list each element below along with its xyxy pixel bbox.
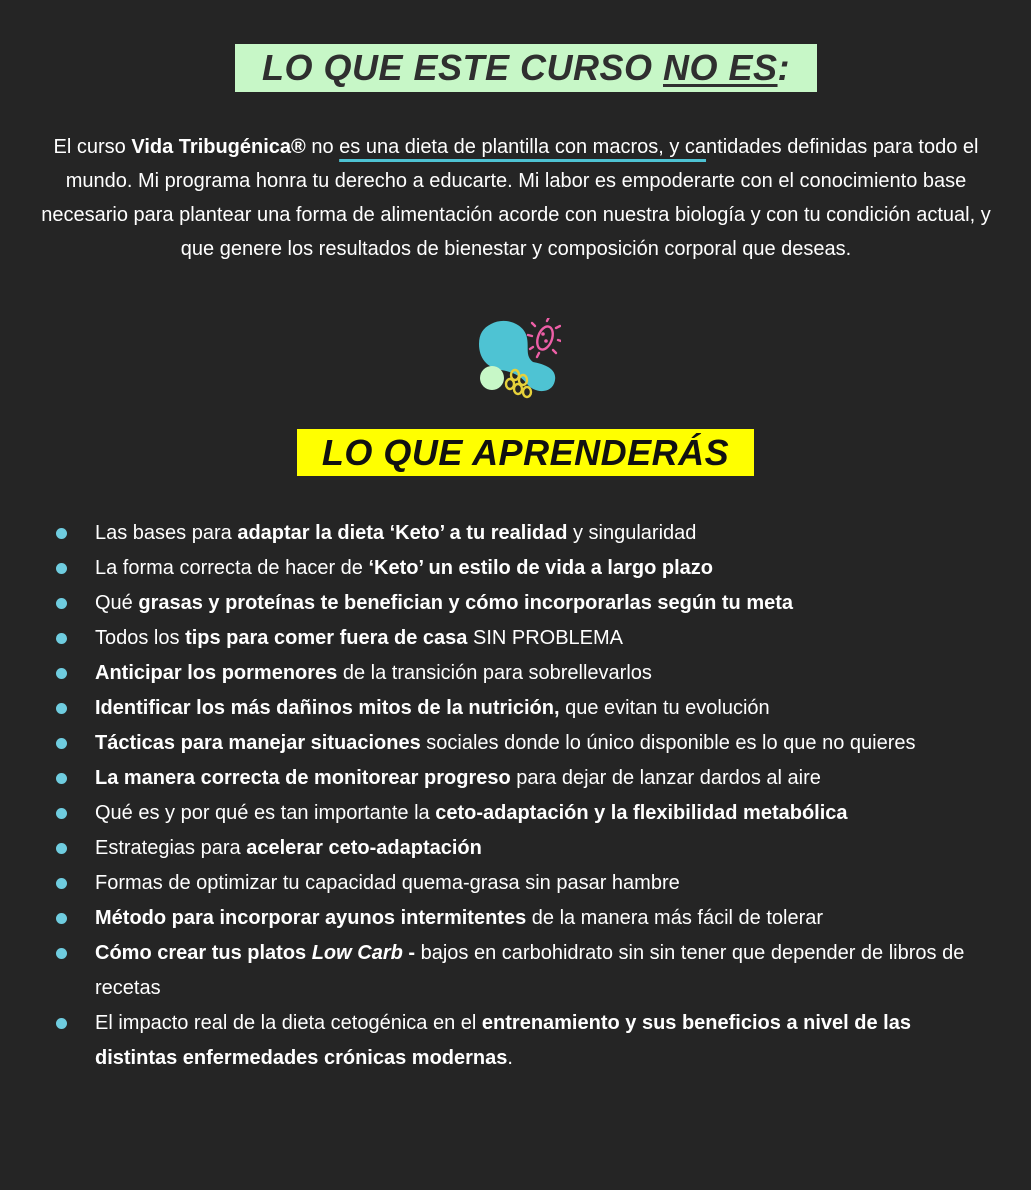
title-text: LO QUE ESTE CURSO — [261, 47, 663, 88]
bullet-icon — [56, 703, 67, 714]
intro-highlight: es una dieta de plantilla con macros, y ca — [339, 136, 707, 158]
list-item: Las bases para adaptar la dieta ‘Keto’ a tu realidad y singularidad — [52, 516, 992, 551]
bullet-icon — [56, 913, 67, 924]
list-item: Estrategias para acelerar ceto-adaptación — [52, 831, 992, 866]
list-item: Formas de optimizar tu capacidad quema-grasa sin pasar hambre — [52, 866, 992, 901]
bullet-icon — [56, 563, 67, 574]
list-item: Anticipar los pormenores de la transición para sobrellevarlos — [52, 656, 992, 691]
list-item: Tácticas para manejar situaciones sociales donde lo único disponible es lo que no quieres — [52, 726, 992, 761]
list-item: Identificar los más dañinos mitos de la nutrición, que evitan tu evolución — [52, 691, 992, 726]
bullet-icon — [56, 773, 67, 784]
bullet-icon — [56, 808, 67, 819]
learning-list — [52, 516, 992, 1076]
bullet-icon — [56, 738, 67, 749]
course-name: Vida Tribugénica® — [131, 136, 306, 158]
bullet-icon — [56, 1018, 67, 1029]
list-item: La manera correcta de monitorear progreso para dejar de lanzar dardos al aire — [52, 761, 992, 796]
list-item: Qué grasas y proteínas te benefician y cómo incorporarlas según tu meta — [52, 586, 992, 621]
intro-paragraph — [40, 130, 992, 266]
list-item: Todos los tips para comer fuera de casa SIN PROBLEMA — [52, 621, 992, 656]
bullet-icon — [56, 878, 67, 889]
microbe-blobs-icon — [477, 318, 561, 400]
bullet-icon — [56, 948, 67, 959]
list-item: Método para incorporar ayunos intermitentes de la manera más fácil de tolerar — [52, 901, 992, 936]
intro-text: ntidades definidas para todo el mundo. Mi programa honra tu derecho a educarte. Mi labor es empoderarte con el conocimiento base necesario para plantear una forma de alimentación acorde con nuestra biología y con tu condición actual, y que genere los resultados de bienestar y composición corporal que deseas. — [41, 136, 991, 260]
list-item: La forma correcta de hacer de ‘Keto’ un estilo de vida a largo plazo — [52, 551, 992, 586]
list-item: El impacto real de la dieta cetogénica en el entrenamiento y sus beneficios a nivel de las distintas enfermedades crónicas modernas. — [52, 1006, 992, 1076]
section-title-aprenderas: LO QUE APRENDERÁS — [297, 429, 754, 476]
title-underlined-text: NO ES — [663, 47, 778, 88]
title-colon: : — [777, 47, 791, 88]
intro-text: no — [305, 136, 340, 158]
list-item: Qué es y por qué es tan importante la ceto-adaptación y la flexibilidad metabólica — [52, 796, 992, 831]
list-item: Cómo crear tus platos Low Carb - bajos en carbohidrato sin sin tener que depender de libros de recetas — [52, 936, 992, 1006]
intro-text: El curso — [53, 136, 132, 158]
section-title-no-es — [235, 44, 817, 92]
bullet-icon — [56, 528, 67, 539]
bullet-icon — [56, 668, 67, 679]
bullet-icon — [56, 843, 67, 854]
bullet-icon — [56, 598, 67, 609]
bullet-icon — [56, 633, 67, 644]
